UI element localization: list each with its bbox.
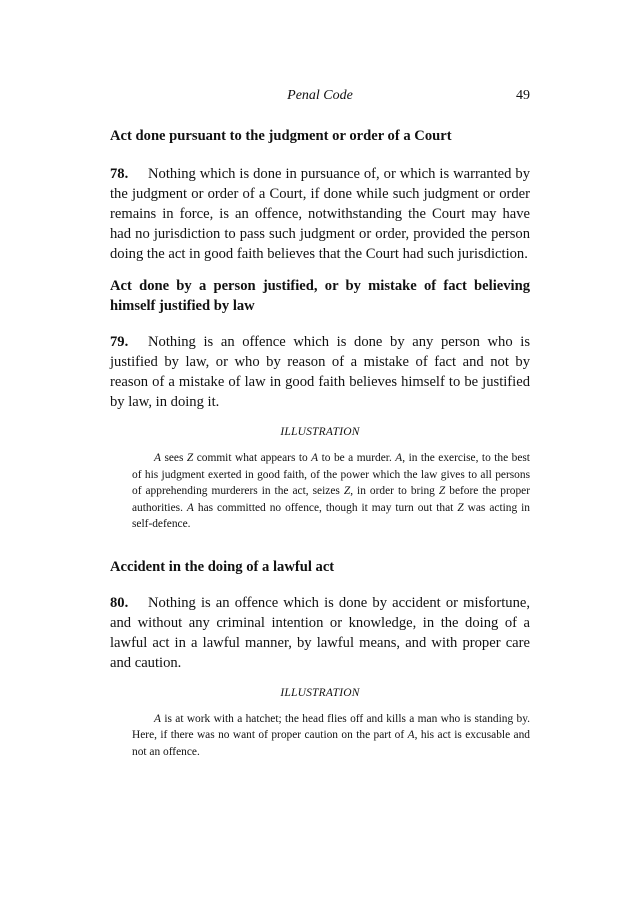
running-title: Penal Code bbox=[287, 88, 353, 103]
page-number: 49 bbox=[516, 88, 530, 103]
section-79-text: Nothing is an offence which is done by any person who is justified by law, or who by reason of a mistake of fact and not by reason of a mistake of law in good faith believes himself to be justified by law, in doing it. bbox=[110, 334, 530, 410]
document-page bbox=[110, 88, 530, 760]
section-79-illustration-title: ILLUSTRATION bbox=[280, 426, 360, 438]
section-80-illustration: A is at work with a hatchet; the head flies off and kills a man who is standing by. Here, if there was no want of proper caution on the part of A, his act is excusable and not an offence. bbox=[132, 712, 531, 758]
section-80-illustration-title: ILLUSTRATION bbox=[280, 686, 360, 699]
section-80-body bbox=[110, 593, 530, 673]
section-78-heading: Act done pursuant to the judgment or order of a Court bbox=[110, 128, 452, 144]
section-80-heading: Accident in the doing of a lawful act bbox=[110, 558, 335, 575]
section-78-text: Nothing which is done in pursuance of, or which is warranted by the judgment or order of a Court, if done while such judgment or order remains in force, is an offence, notwithstanding the Court may have had no jurisdiction to pass such judgment or order, provided the person doing the act in good faith believes that the Court had such jurisdiction. bbox=[110, 166, 530, 262]
section-79-illustration: A sees Z commit what appears to A to be a murder. A, in the exercise, to the best of his judgment exerted in good faith, of the power which the law gives to all persons of apprehending murderers in the act, seizes Z, in order to bring Z before the proper authorities. A has committed no offence, though it may turn out that Z was acting in self-defence. bbox=[132, 452, 531, 530]
section-79-body bbox=[110, 332, 530, 412]
section-80-text: Nothing is an offence which is done by accident or misfortune, and without any criminal intention or knowledge, in the doing of a lawful act in a lawful manner, by lawful means, and with proper care and caution. bbox=[110, 594, 530, 671]
section-80-number: 80. bbox=[110, 594, 129, 611]
section-79-heading: Act done by a person justified, or by mistake of fact believing himself justified by law bbox=[110, 278, 530, 314]
section-78-number: 78. bbox=[110, 166, 129, 182]
running-header bbox=[110, 88, 530, 110]
section-79-number: 79. bbox=[110, 334, 129, 350]
section-78-body bbox=[110, 164, 530, 264]
